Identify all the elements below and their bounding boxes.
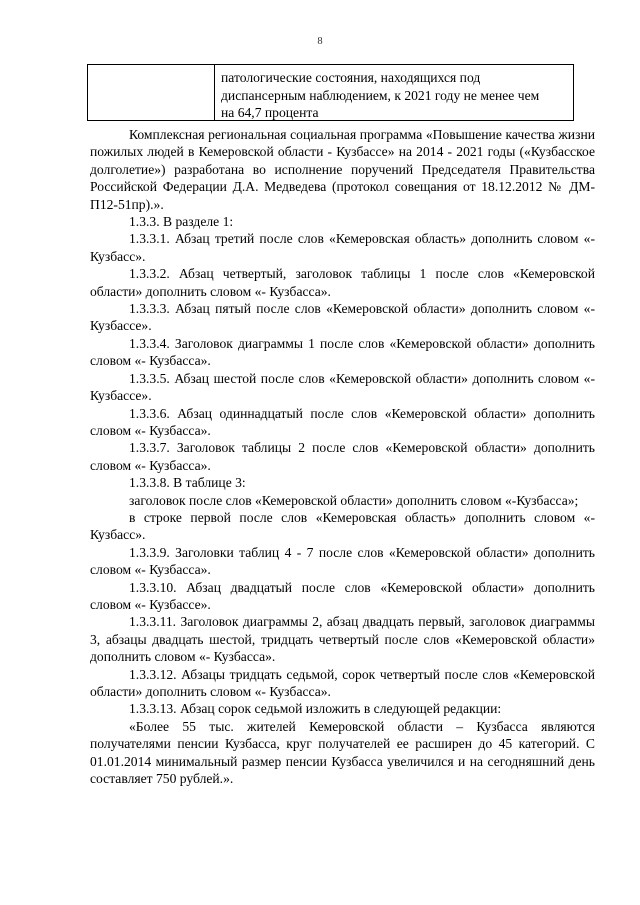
paragraph-1-3-3-6: 1.3.3.6. Абзац одиннадцатый после слов «Кемеровской области» дополнить словом «- Кузбасса». <box>90 405 595 438</box>
paragraph-1-3-3-7: 1.3.3.7. Заголовок таблицы 2 после слов «Кемеровской области» дополнить словом «- Кузбасса». <box>90 440 595 473</box>
document-body <box>90 126 595 787</box>
paragraph-1-3-3-12: 1.3.3.12. Абзацы тридцать седьмой, сорок четвертый после слов «Кемеровской области» дополнить словом «- Кузбасса». <box>90 666 595 699</box>
table-cell-empty <box>88 65 215 120</box>
table-cell-line: патологические состояния, находящихся под <box>221 70 481 85</box>
paragraph-quote-pension: «Более 55 тыс. жителей Кемеровской области – Кузбасса являются получателями пенсии Кузбасса, круг получателей ее расширен до 45 категорий. С 01.01.2014 минимальный размер пенсии Кузбасса увеличился и на сегодняшний день составляет 750 рублей.». <box>90 718 595 787</box>
paragraph-1-3-3-10: 1.3.3.10. Абзац двадцатый после слов «Кемеровской области» дополнить словом «- Кузбассе». <box>90 579 595 612</box>
paragraph-program-description: Комплексная региональная социальная программа «Повышение качества жизни пожилых людей в Кемеровской области - Кузбассе» на 2014 - 2021 годы («Кузбасское долголетие») разработана во исполнение поручений Председателя Правительства Российской Федерации Д.А. Медведева (протокол совещания от 18.12.2012 № ДМ-П12-51пр).». <box>90 127 595 212</box>
paragraph-table3-header: заголовок после слов «Кемеровской области» дополнить словом «-Кузбасса»; <box>129 492 579 508</box>
table-cell-line: на 64,7 процента <box>221 105 319 120</box>
paragraph-1-3-3-5: 1.3.3.5. Абзац шестой после слов «Кемеровской области» дополнить словом «- Кузбассе». <box>90 370 595 404</box>
paragraph-1-3-3-1: 1.3.3.1. Абзац третий после слов «Кемеровская область» дополнить словом «- Кузбасс». <box>90 231 595 264</box>
paragraph-1-3-3: 1.3.3. В разделе 1: <box>129 214 234 230</box>
page-number: 8 <box>317 36 323 47</box>
paragraph-table3-row1: в строке первой после слов «Кемеровская область» дополнить словом «- Кузбасс». <box>90 509 595 543</box>
table-fragment <box>87 64 574 121</box>
paragraph-1-3-3-3: 1.3.3.3. Абзац пятый после слов «Кемеровской области» дополнить словом «- Кузбассе». <box>90 301 595 334</box>
table-cell-line: диспансерным наблюдением, к 2021 году не менее чем <box>221 87 540 103</box>
paragraph-1-3-3-11: 1.3.3.11. Заголовок диаграммы 2, абзац двадцать первый, заголовок диаграммы 3, абзацы двадцать шестой, тридцать четвертый после слов «Кемеровской области» дополнить словом «- Кузбасса». <box>90 614 595 665</box>
paragraph-1-3-3-13: 1.3.3.13. Абзац сорок седьмой изложить в следующей редакции: <box>129 701 502 717</box>
paragraph-1-3-3-8: 1.3.3.8. В таблице 3: <box>129 475 246 491</box>
table-cell-text <box>215 65 573 120</box>
paragraph-1-3-3-4: 1.3.3.4. Заголовок диаграммы 1 после слов «Кемеровской области» дополнить словом «- Кузбасса». <box>90 335 595 369</box>
paragraph-1-3-3-9: 1.3.3.9. Заголовки таблиц 4 - 7 после слов «Кемеровской области» дополнить словом «- Кузбасса». <box>90 544 595 578</box>
paragraph-1-3-3-2: 1.3.3.2. Абзац четвертый, заголовок таблицы 1 после слов «Кемеровской области» дополнить словом «- Кузбасса». <box>90 266 595 299</box>
